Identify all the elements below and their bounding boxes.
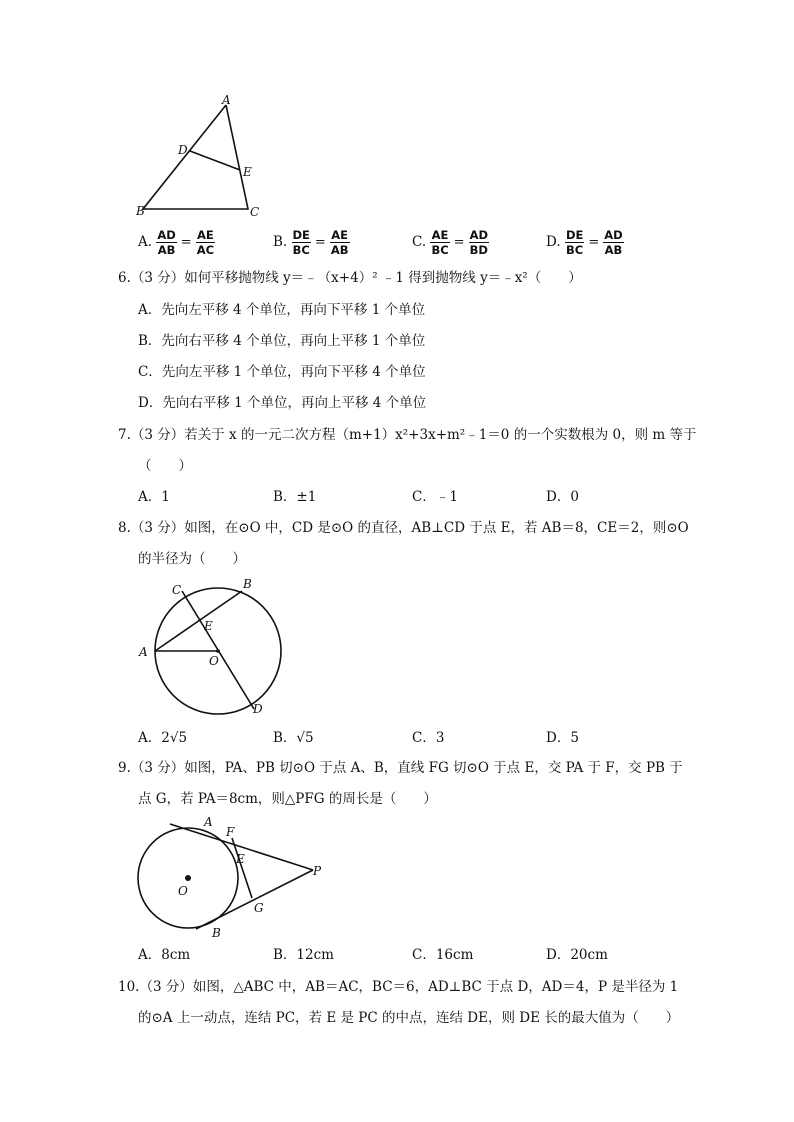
fraction: $\frac{AD}{BD}$ (469, 228, 489, 257)
fraction: $\frac{AE}{BC}$ (431, 228, 449, 257)
q6-option-b[interactable]: B．先向右平移 4 个单位，再向上平移 1 个单位 (138, 333, 426, 349)
q7-option-d[interactable]: D．0 (546, 489, 579, 505)
q9-question-text: 9.（3 分）如图，PA、PB 切⊙O 于点 A、B，直线 FG 切⊙O 于点 E，交 PA 于 F，交 PB 于 (118, 760, 683, 776)
q8-circle-diagram (130, 574, 290, 724)
q8-label-e: E (204, 619, 213, 633)
q7-question-text: 7.（3 分）若关于 x 的一元二次方程（m+1）x²+3x+m²﹣1＝0 的一个实数根为 0，则 m 等于 (118, 427, 697, 443)
fraction: $\frac{AE}{AC}$ (196, 228, 215, 257)
q10-question-text: 10.（3 分）如图，△ABC 中，AB＝AC，BC＝6，AD⊥BC 于点 D，AD＝4，P 是半径为 1 (118, 979, 679, 995)
q9-label-b: B (212, 926, 221, 940)
q8-label-c: C (172, 583, 182, 597)
q8-option-b[interactable]: B．√5 (273, 730, 314, 746)
q5-option-d[interactable]: D. $\frac{DE}{BC}$ = $\frac{AD}{AB}$ (546, 228, 623, 257)
q8-label-o: O (209, 654, 219, 668)
q9-label-o: O (178, 884, 188, 898)
q5-label-b: B (136, 204, 145, 218)
q6-option-c[interactable]: C．先向左平移 1 个单位，再向下平移 4 个单位 (138, 364, 426, 380)
option-letter: A. (138, 234, 153, 250)
q10-question-text-cont: 的⊙A 上一动点，连结 PC，若 E 是 PC 的中点，连结 DE，则 DE 长的最大值为（ ） (138, 1010, 680, 1026)
q9-option-b[interactable]: B．12cm (273, 947, 334, 963)
q5-option-c[interactable]: C. $\frac{AE}{BC}$ = $\frac{AD}{BD}$ (412, 228, 489, 257)
option-letter: B. (273, 234, 288, 250)
fraction: $\frac{DE}{BC}$ (292, 228, 310, 257)
q9-label-f: F (226, 825, 235, 839)
q9-option-d[interactable]: D．20cm (546, 947, 608, 963)
q5-option-b[interactable]: B. $\frac{DE}{BC}$ = $\frac{AE}{AB}$ (273, 228, 349, 257)
fraction: $\frac{DE}{BC}$ (565, 228, 584, 257)
option-letter: C. (412, 234, 427, 250)
q5-option-a[interactable]: A. $\frac{AD}{AB}$ = $\frac{AE}{AC}$ (138, 228, 215, 257)
q9-label-e: E (236, 852, 245, 866)
q9-tangent-diagram (130, 812, 340, 942)
fraction: $\frac{AD}{AB}$ (604, 228, 623, 257)
q8-option-d[interactable]: D．5 (546, 730, 579, 746)
q8-label-b: B (243, 577, 252, 591)
q7-question-blank: （ ） (138, 458, 192, 474)
fraction: $\frac{AD}{AB}$ (157, 228, 176, 257)
q7-option-c[interactable]: C．﹣1 (412, 489, 458, 505)
q7-option-a[interactable]: A．1 (138, 489, 170, 505)
q6-option-d[interactable]: D．先向右平移 1 个单位，再向上平移 4 个单位 (138, 395, 427, 411)
q5-label-a: A (222, 93, 231, 107)
q9-label-a: A (204, 815, 213, 829)
option-letter: D. (546, 234, 561, 250)
q5-label-d: D (178, 143, 188, 157)
q9-label-g: G (254, 901, 264, 915)
q8-question-text: 8.（3 分）如图，在⊙O 中，CD 是⊙O 的直径，AB⊥CD 于点 E，若 AB＝8，CE＝2，则⊙O (118, 520, 689, 536)
q9-option-c[interactable]: C．16cm (412, 947, 474, 963)
q5-label-e: E (243, 165, 252, 179)
q9-label-p: P (313, 864, 322, 878)
q9-option-a[interactable]: A．8cm (138, 947, 191, 963)
q8-option-c[interactable]: C．3 (412, 730, 445, 746)
q8-question-text-cont: 的半径为（ ） (138, 551, 246, 567)
q7-option-b[interactable]: B．±1 (273, 489, 317, 505)
fraction: $\frac{AE}{AB}$ (330, 228, 349, 257)
q9-question-text-cont: 点 G，若 PA＝8cm，则△PFG 的周长是（ ） (138, 791, 437, 807)
q6-question-text: 6.（3 分）如何平移抛物线 y＝﹣（x+4）² ﹣1 得到抛物线 y＝﹣x²（ ） (118, 270, 582, 286)
q5-label-c: C (250, 205, 260, 219)
q8-label-a: A (139, 645, 148, 659)
q8-label-d: D (253, 702, 263, 716)
q5-triangle-diagram (130, 92, 270, 222)
q6-option-a[interactable]: A．先向左平移 4 个单位，再向下平移 1 个单位 (138, 302, 426, 318)
q8-option-a[interactable]: A．2√5 (138, 730, 188, 746)
